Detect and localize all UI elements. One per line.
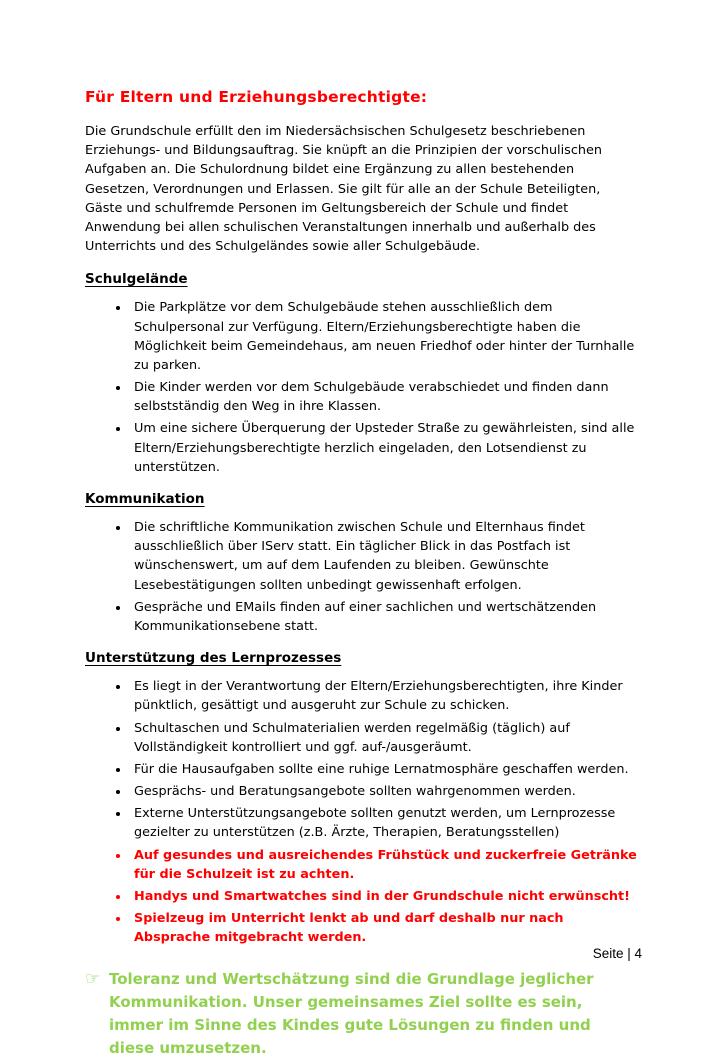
list-item: • Schultaschen und Schulmaterialien werden regelmäßig (täglich) auf Vollständigkeit kontrolliert und ggf. auf-/ausgeräumt. [130,719,641,757]
pointing-hand-icon: ☞ [85,968,101,989]
intro-paragraph: Die Grundschule erfüllt den im Niedersächsischen Schulgesetz beschriebenen Erziehungs- und Bildungsauftrag. Sie knüpft an die Prinzipien der vorschulischen Aufgaben an. Die Schulordnung bildet eine Ergänzung zu allen bestehenden Gesetzen, Verordnungen und Erlassen. Sie gilt für alle an der Schule Beteiligten, Gäste und schulfremde Personen im Geltungsbereich der Schule und findet Anwendung bei allen schulischen Veranstaltungen innerhalb und außerhalb des Unterrichts und des Schulgeländes sowie aller Schulgebäude. [85,124,602,255]
list-item: • Um eine sichere Überquerung der Upsteder Straße zu gewährleisten, sind alle Eltern/Erziehungsberechtigte herzlich eingeladen, den Lotsendienst zu unterstützen. [130,419,641,477]
bullet-list-lernprozess [85,677,641,947]
list-item: • Gespräche und EMails finden auf einer sachlichen und wertschätzenden Kommunikationsebene statt. [130,598,641,636]
list-item: • Externe Unterstützungsangebote sollten genutzt werden, um Lernprozesse gezielter zu unterstützen (z.B. Ärzte, Therapien, Beratungsstellen) [130,804,641,842]
bullet-list-schulgelaende [85,298,641,477]
closing-text: Toleranz und Wertschätzung sind die Grundlage jeglicher Kommunikation. Unser gemeinsames Ziel sollte es sein, immer im Sinne des Kindes gute Lösungen zu finden und diese umzusetzen. [109,969,594,1058]
list-item: • Für die Hausaufgaben sollte eine ruhige Lernatmosphäre geschaffen werden. [130,760,641,779]
section-heading-lernprozess: Unterstützung des Lernprozesses [85,650,342,667]
section-heading-kommunikation: Kommunikation [85,491,205,507]
list-item: • Gesprächs- und Beratungsangebote sollten wahrgenommen werden. [130,782,641,801]
list-item: • Die Kinder werden vor dem Schulgebäude verabschiedet und finden dann selbstständig den Weg in ihre Klassen. [130,378,641,416]
closing-statement [85,968,641,1061]
list-item: • Es liegt in der Verantwortung der Eltern/Erziehungsberechtigten, ihre Kinder pünktlich, gesättigt und ausgeruht zur Schule zu schicken. [130,677,641,715]
page-title: Für Eltern und Erziehungsberechtigte: [85,88,428,106]
list-item-highlight: • Handys und Smartwatches sind in der Grundschule nicht erwünscht! [130,887,641,906]
document-content [85,88,641,1061]
list-item: • Die schriftliche Kommunikation zwischen Schule und Elternhaus findet ausschließlich über IServ statt. Ein täglicher Blick in das Postfach ist wünschenswert, um auf dem Laufenden zu bleiben. Gewünschte Lesebestätigungen sollten unbedingt gewissenhaft erfolgen. [130,518,641,595]
bullet-list-kommunikation [85,518,641,636]
list-item-highlight: • Spielzeug im Unterricht lenkt ab und darf deshalb nur nach Absprache mitgebracht werden. [130,909,641,947]
page-number: Seite | 4 [592,946,642,961]
list-item: • Die Parkplätze vor dem Schulgebäude stehen ausschließlich dem Schulpersonal zur Verfügung. Eltern/Erziehungsberechtigte haben die Möglichkeit beim Gemeindehaus, am neuen Friedhof oder hinter der Turnhalle zu parken. [130,298,641,375]
section-heading-schulgelaende: Schulgelände [85,271,188,288]
list-item-highlight: • Auf gesundes und ausreichendes Frühstück und zuckerfreie Getränke für die Schulzeit ist zu achten. [130,846,641,884]
